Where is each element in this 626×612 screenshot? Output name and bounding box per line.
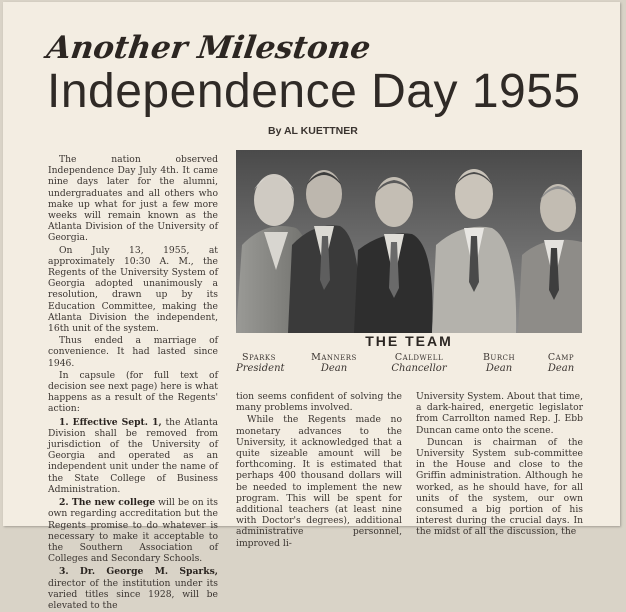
paragraph: On July 13, 1955, at approximately 10:30 A. M., the Regents of the University System of Georgia adopted unanimously a resolution, drawn up by its Education Committee, making the Atlanta Division the independent, 16th unit of the system. bbox=[48, 244, 218, 335]
item-lead: 2. The new college bbox=[59, 497, 156, 509]
member-name: Caldwell bbox=[394, 352, 444, 363]
item-lead: 1. Effective Sept. 1, bbox=[59, 416, 162, 428]
paragraph: University System. About that time, a dark-haired, energetic legislator from Carrollton named Rep. J. Ebb Duncan came onto the scene. bbox=[416, 391, 583, 436]
member-title: Dean bbox=[320, 363, 348, 374]
member-title: Dean bbox=[485, 363, 513, 374]
list-item bbox=[48, 417, 218, 495]
article-headline: Independence Day 1955 bbox=[47, 65, 581, 118]
left-text-column bbox=[48, 154, 218, 612]
paragraph: In capsule (for full text of decision see next page) here is what happens as a result of the Regents' action: bbox=[48, 369, 218, 415]
team-member bbox=[236, 352, 285, 374]
team-photo bbox=[236, 150, 582, 333]
photo-caption: THE TEAM bbox=[365, 333, 453, 349]
member-title: President bbox=[236, 363, 285, 374]
member-name: Camp bbox=[547, 352, 575, 363]
team-photo-image bbox=[236, 150, 582, 333]
paragraph: Duncan is chairman of the University System sub-committee in the House and close to the Griffin administration. Although he worked, as he should have, for all units of the system, our own consumed a big portion of his interest during the crucial days. In the midst of all the discussion, the bbox=[416, 436, 583, 538]
team-names bbox=[236, 352, 582, 376]
member-title: Chancellor bbox=[391, 363, 447, 374]
member-name: Sparks bbox=[242, 352, 276, 363]
list-item bbox=[48, 497, 218, 564]
team-member bbox=[476, 352, 522, 374]
member-name: Burch bbox=[482, 352, 516, 363]
item-text: the Atlanta Division shall be removed from jurisdiction of the University of Georgia and operated as an independent unit under the name of the State College of Business Administration. bbox=[48, 416, 218, 495]
paragraph: Thus ended a marriage of convenience. It had lasted since 1946. bbox=[48, 335, 218, 369]
team-member bbox=[304, 352, 364, 374]
article-kicker: Another Milestone bbox=[44, 30, 373, 66]
right-text-column bbox=[416, 391, 583, 539]
item-lead: 3. Dr. George M. Sparks, bbox=[59, 566, 218, 578]
member-title: Dean bbox=[547, 363, 575, 374]
member-name: Manners bbox=[311, 352, 357, 363]
paragraph: tion seems confident of solving the many problems involved. bbox=[236, 391, 402, 414]
item-text: director of the institution under its varied titles since 1928, will be elevated to the bbox=[48, 577, 218, 611]
list-item bbox=[48, 566, 218, 611]
item-text: will be on its own regarding accreditation but the Regents promise to do whatever is necessary to make it acceptable to the Southern Association of Colleges and Secondary Schools. bbox=[48, 497, 218, 565]
team-member bbox=[540, 352, 582, 374]
paragraph: While the Regents made no monetary advances to the University, it acknowledged that a quite sizeable amount will be forthcoming. It is estimated that perhaps 400 thousand dollars will be needed to implement the new program. This will be spent for additional teachers (at least nine with Doctor's degrees), additional administrative personnel, improved li- bbox=[236, 414, 402, 549]
magazine-page bbox=[3, 2, 620, 611]
article-byline: By AL KUETTNER bbox=[268, 125, 358, 137]
team-member bbox=[384, 352, 454, 374]
paragraph: The nation observed Independence Day July 4th. It came nine days later for the alumni, undergraduates and all others who make up what for just a few more weeks will remain known as the Atlanta Division of the University of Georgia. bbox=[48, 154, 218, 244]
middle-text-column bbox=[236, 391, 402, 550]
